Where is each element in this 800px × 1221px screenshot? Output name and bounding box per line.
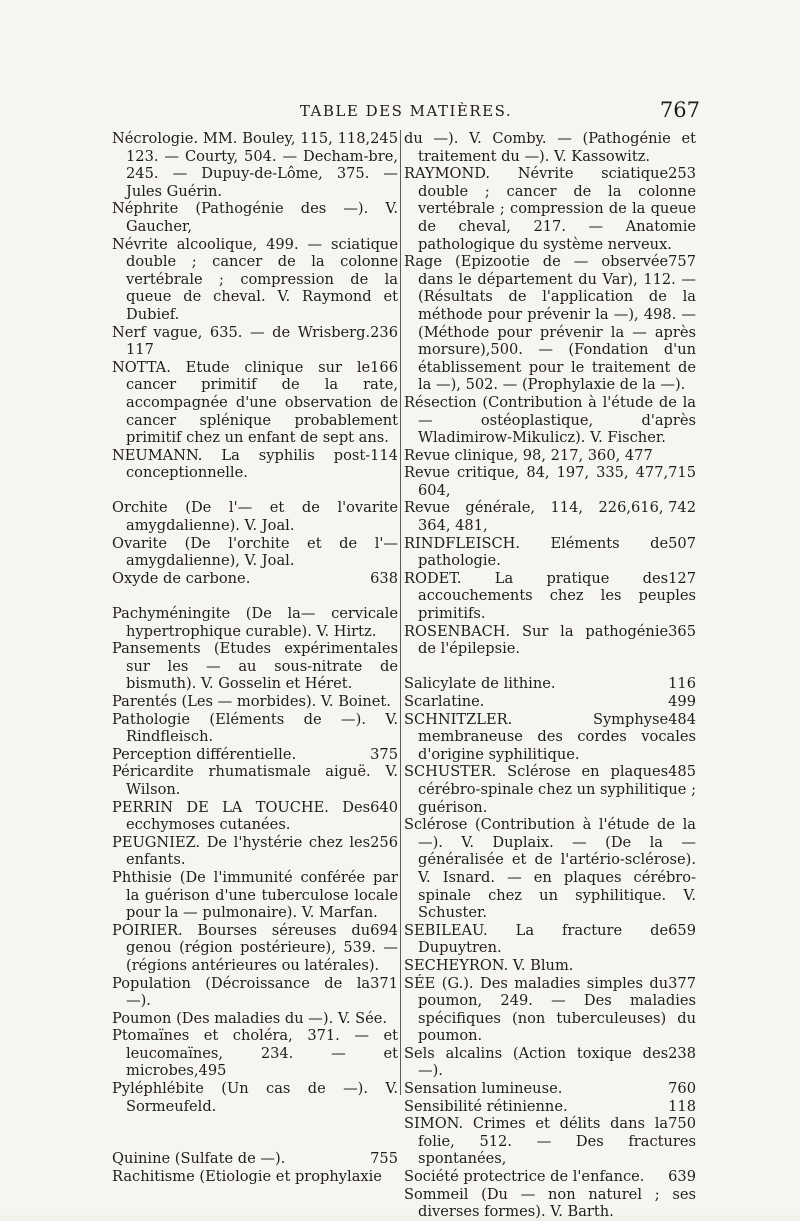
- entry-text: Névrite alcoolique, 499. — sciatique double ; cancer de la colonne vertébrale ; compression de la queue de cheval. V. Raymond et Dubief.: [112, 235, 398, 323]
- index-entry: [112, 640, 398, 693]
- entry-text: Orchite (De l'— et de l'ovarite amygdalienne). V. Joal.: [112, 499, 398, 535]
- entry-text: Sclérose (Contribution à l'étude de la —). V. Duplaix. — (De la — généralisée et de l'artério-sclérose). V. Isnard. — en plaques cérébro-spinale chez un syphilitique. V. Schuster.: [404, 816, 696, 922]
- index-entry: [404, 922, 696, 957]
- index-entry: [112, 499, 398, 534]
- index-entry: [404, 1045, 696, 1080]
- entry-text: Sommeil (Du — non naturel ; ses diverses formes). V. Barth.: [404, 1185, 696, 1221]
- entry-text: du —). V. Comby. — (Pathogénie et traitement du —). V. Kassowitz.: [404, 130, 696, 165]
- entry-text: Poumon (Des maladies du —). V. Sée.: [112, 1009, 388, 1027]
- entry-text: Rage (Epizootie de — observée dans le département du Var), 112. — (Résultats de l'application de la méthode pour prévenir la —), 498. — (Méthode pour prévenir la — après morsure),500. — (Fondation d'un établissement pour le traitement de la —), 502. — (Prophylaxie de la —).: [404, 253, 696, 394]
- index-entry: [112, 1010, 398, 1028]
- entry-page-ref: 715: [668, 464, 696, 482]
- entry-text: Oxyde de carbone.: [112, 569, 251, 587]
- index-entry: [112, 922, 398, 975]
- entry-page-ref: 127: [668, 569, 696, 587]
- index-entry: [404, 570, 696, 623]
- entry-page-ref: 245: [370, 130, 398, 147]
- entry-text: SCHUSTER. Sclérose en plaques cérébro-spinale chez un syphilitique ; guérison.: [404, 763, 696, 816]
- entry-text: ROSENBACH. Sur la pathogénie de l'épilepsie.: [404, 622, 669, 658]
- index-entry: [112, 693, 398, 711]
- header-title: TABLE DES MATIÈRES.: [299, 102, 513, 120]
- running-header: [112, 98, 700, 124]
- entry-text: Ptomaïnes et choléra, 371. — et leucomaïnes, 234. — et microbes,495: [112, 1027, 398, 1080]
- entry-page-ref: 256: [370, 833, 398, 851]
- index-entry: [404, 130, 696, 165]
- index-entry: [404, 1115, 696, 1168]
- entry-text: Péricardite rhumatismale aiguë. V. Wilson.: [112, 763, 398, 798]
- entry-page-ref: 485: [668, 763, 696, 781]
- entry-page-ref: 484: [668, 710, 696, 728]
- index-entry: [112, 799, 398, 834]
- index-entry: [112, 447, 398, 482]
- entry-text: Revue critique, 84, 197, 335, 477, 604,: [404, 464, 669, 499]
- entry-text: Phthisie (De l'immunité conférée par la guérison d'une tuberculose locale pour la — pulmonaire). V. Marfan.: [112, 868, 398, 922]
- index-entry: [112, 1168, 398, 1186]
- entry-text: Société protectrice de l'enfance.: [404, 1168, 645, 1186]
- entry-page-ref: 757: [668, 253, 696, 271]
- entry-text: Résection (Contribution à l'étude de la — ostéoplastique, d'après Wladimirow-Mikulicz). V. Fischer.: [404, 393, 696, 447]
- entry-page-ref: 114: [370, 446, 398, 464]
- entry-page-ref: 377: [668, 974, 696, 992]
- entry-page-ref: 499: [668, 693, 696, 710]
- entry-page-ref: 640: [370, 798, 398, 816]
- index-column-left: [112, 130, 398, 1186]
- index-entry: [404, 816, 696, 922]
- index-entry: [404, 957, 696, 975]
- entry-page-ref: 755: [370, 1150, 398, 1168]
- entry-text: POIRIER. Bourses séreuses du genou (région postérieure), 539. — (régions antérieures ou latérales).: [112, 921, 398, 974]
- index-entry: [112, 535, 398, 570]
- entry-page-ref: 253: [668, 165, 696, 183]
- index-entry: [404, 447, 696, 465]
- entry-text: Ovarite (De l'orchite et de l'— amygdalienne), V. Joal.: [112, 534, 398, 570]
- entry-text: Salicylate de lithine.: [404, 675, 556, 693]
- entry-text: NEUMANN. La syphilis post-conceptionnelle.: [112, 446, 371, 482]
- entry-text: PEUGNIEZ. De l'hystérie chez les enfants.: [112, 833, 371, 869]
- entry-text: SEBILEAU. La fracture de Dupuytren.: [404, 921, 669, 957]
- index-entry: [404, 394, 696, 447]
- entry-page-ref: 507: [668, 534, 696, 552]
- section-gap: [112, 482, 398, 500]
- entry-page-ref: 760: [668, 1080, 696, 1098]
- column-divider: [400, 130, 401, 1095]
- entry-page-ref: 750: [668, 1115, 696, 1133]
- section-gap: [404, 658, 696, 676]
- entry-text: Quinine (Sulfate de —).: [112, 1150, 286, 1168]
- index-entry: [404, 253, 696, 394]
- index-entry: [112, 834, 398, 869]
- index-column-right: [404, 130, 696, 1221]
- index-entry: [112, 570, 398, 588]
- entry-page-ref: 639: [668, 1168, 696, 1186]
- index-entry: [112, 1150, 398, 1168]
- entry-text: Sels alcalins (Action toxique des —).: [404, 1044, 669, 1080]
- index-entry: [404, 1168, 696, 1186]
- entry-text: Parentés (Les — morbides). V. Boinet.: [112, 693, 391, 710]
- entry-text: Néphrite (Pathogénie des —). V. Gaucher,: [112, 200, 398, 235]
- entry-page-ref: 166: [370, 358, 398, 376]
- entry-page-ref: 375: [370, 745, 398, 763]
- entry-text: SÉE (G.). Des maladies simples du poumon, 249. — Des maladies spécifiques (non tuberculeuses) du poumon.: [404, 974, 696, 1045]
- entry-text: NOTTA. Etude clinique sur le cancer primitif de la rate, accompagnée d'une observation de cancer splénique probablement primitif chez un enfant de sept ans.: [112, 358, 398, 447]
- entry-page-ref: 238: [668, 1044, 696, 1062]
- index-entry: [112, 200, 398, 235]
- entry-page-ref: 638: [370, 569, 398, 587]
- entry-page-ref: 236: [370, 323, 398, 341]
- entry-text: PERRIN DE LA TOUCHE. Des ecchymoses cutanées.: [112, 798, 371, 834]
- index-entry: [404, 464, 696, 499]
- index-entry: [404, 623, 696, 658]
- index-entry: [404, 535, 696, 570]
- entry-page-ref: 371: [370, 974, 398, 992]
- section-gap: [112, 587, 398, 605]
- index-entry: [112, 1027, 398, 1080]
- entry-text: Sensibilité rétinienne.: [404, 1097, 568, 1115]
- entry-text: RAYMOND. Névrite sciatique double ; cancer de la colonne vertébrale ; compression de la queue de cheval, 217. — Anatomie pathologique du système nerveux.: [404, 165, 696, 253]
- index-entry: [404, 675, 696, 693]
- index-entry: [112, 711, 398, 746]
- index-entry: [112, 763, 398, 798]
- entry-text: Perception différentielle.: [112, 745, 297, 763]
- entry-text: Sensation lumineuse.: [404, 1080, 563, 1098]
- index-entry: [404, 165, 696, 253]
- entry-text: Pansements (Etudes expérimentales sur les — au sous-nitrate de bismuth). V. Gosselin et Héret.: [112, 640, 398, 693]
- index-entry: [404, 711, 696, 764]
- index-entry: [404, 1186, 696, 1221]
- index-entry: [404, 1098, 696, 1116]
- entry-page-ref: 616, 742: [631, 499, 696, 517]
- index-entry: [112, 605, 398, 640]
- index-entry: [112, 236, 398, 324]
- entry-text: Revue clinique, 98, 217, 360, 477: [404, 446, 653, 464]
- index-entry: [112, 975, 398, 1010]
- entry-text: Nécrologie. MM. Bouley, 115, 118, 123. — Courty, 504. — Decham-bre, 245. — Dupuy-de-Lôme, 375. — Jules Guérin.: [112, 130, 398, 200]
- entry-text: RINDFLEISCH. Eléments de pathologie.: [404, 534, 669, 570]
- section-gap: [112, 1115, 398, 1133]
- page-number: 767: [659, 98, 700, 122]
- entry-page-ref: 118: [668, 1097, 696, 1115]
- entry-text: Scarlatine.: [404, 693, 485, 710]
- entry-text: Nerf vague, 635. — de Wrisberg. 117: [112, 323, 371, 359]
- entry-page-ref: 116: [668, 675, 696, 693]
- entry-text: Pyléphlébite (Un cas de —). V. Sormeufeld.: [112, 1080, 398, 1115]
- entry-text: SIMON. Crimes et délits dans la folie, 512. — Des fractures spontanées,: [404, 1115, 696, 1168]
- index-entry: [112, 1080, 398, 1115]
- index-entry: [404, 693, 696, 711]
- index-entry: [112, 359, 398, 447]
- entry-page-ref: 659: [668, 921, 696, 939]
- entry-text: Pachyméningite (De la— cervicale hypertrophique curable). V. Hirtz.: [112, 605, 398, 640]
- index-entry: [404, 975, 696, 1045]
- index-entry: [112, 746, 398, 764]
- entry-text: SCHNITZLER. Symphyse membraneuse des cordes vocales d'origine syphilitique.: [404, 710, 696, 763]
- entry-text: SECHEYRON. V. Blum.: [404, 956, 574, 974]
- entry-text: Population (Décroissance de la —).: [112, 974, 371, 1010]
- entry-text: Revue générale, 114, 226, 364, 481,: [404, 499, 631, 535]
- index-entry: [112, 324, 398, 359]
- entry-text: Pathologie (Eléments de —). V. Rindfleisch.: [112, 710, 398, 746]
- index-entry: [112, 130, 398, 200]
- index-entry: [112, 869, 398, 922]
- entry-page-ref: 365: [668, 622, 696, 640]
- entry-text: Rachitisme (Etiologie et prophylaxie: [112, 1168, 382, 1186]
- index-entry: [404, 1080, 696, 1098]
- section-gap: [112, 1133, 398, 1151]
- index-entry: [404, 763, 696, 816]
- entry-page-ref: 694: [370, 921, 398, 939]
- entry-text: RODET. La pratique des accouchements chez les peuples primitifs.: [404, 569, 696, 623]
- index-entry: [404, 499, 696, 534]
